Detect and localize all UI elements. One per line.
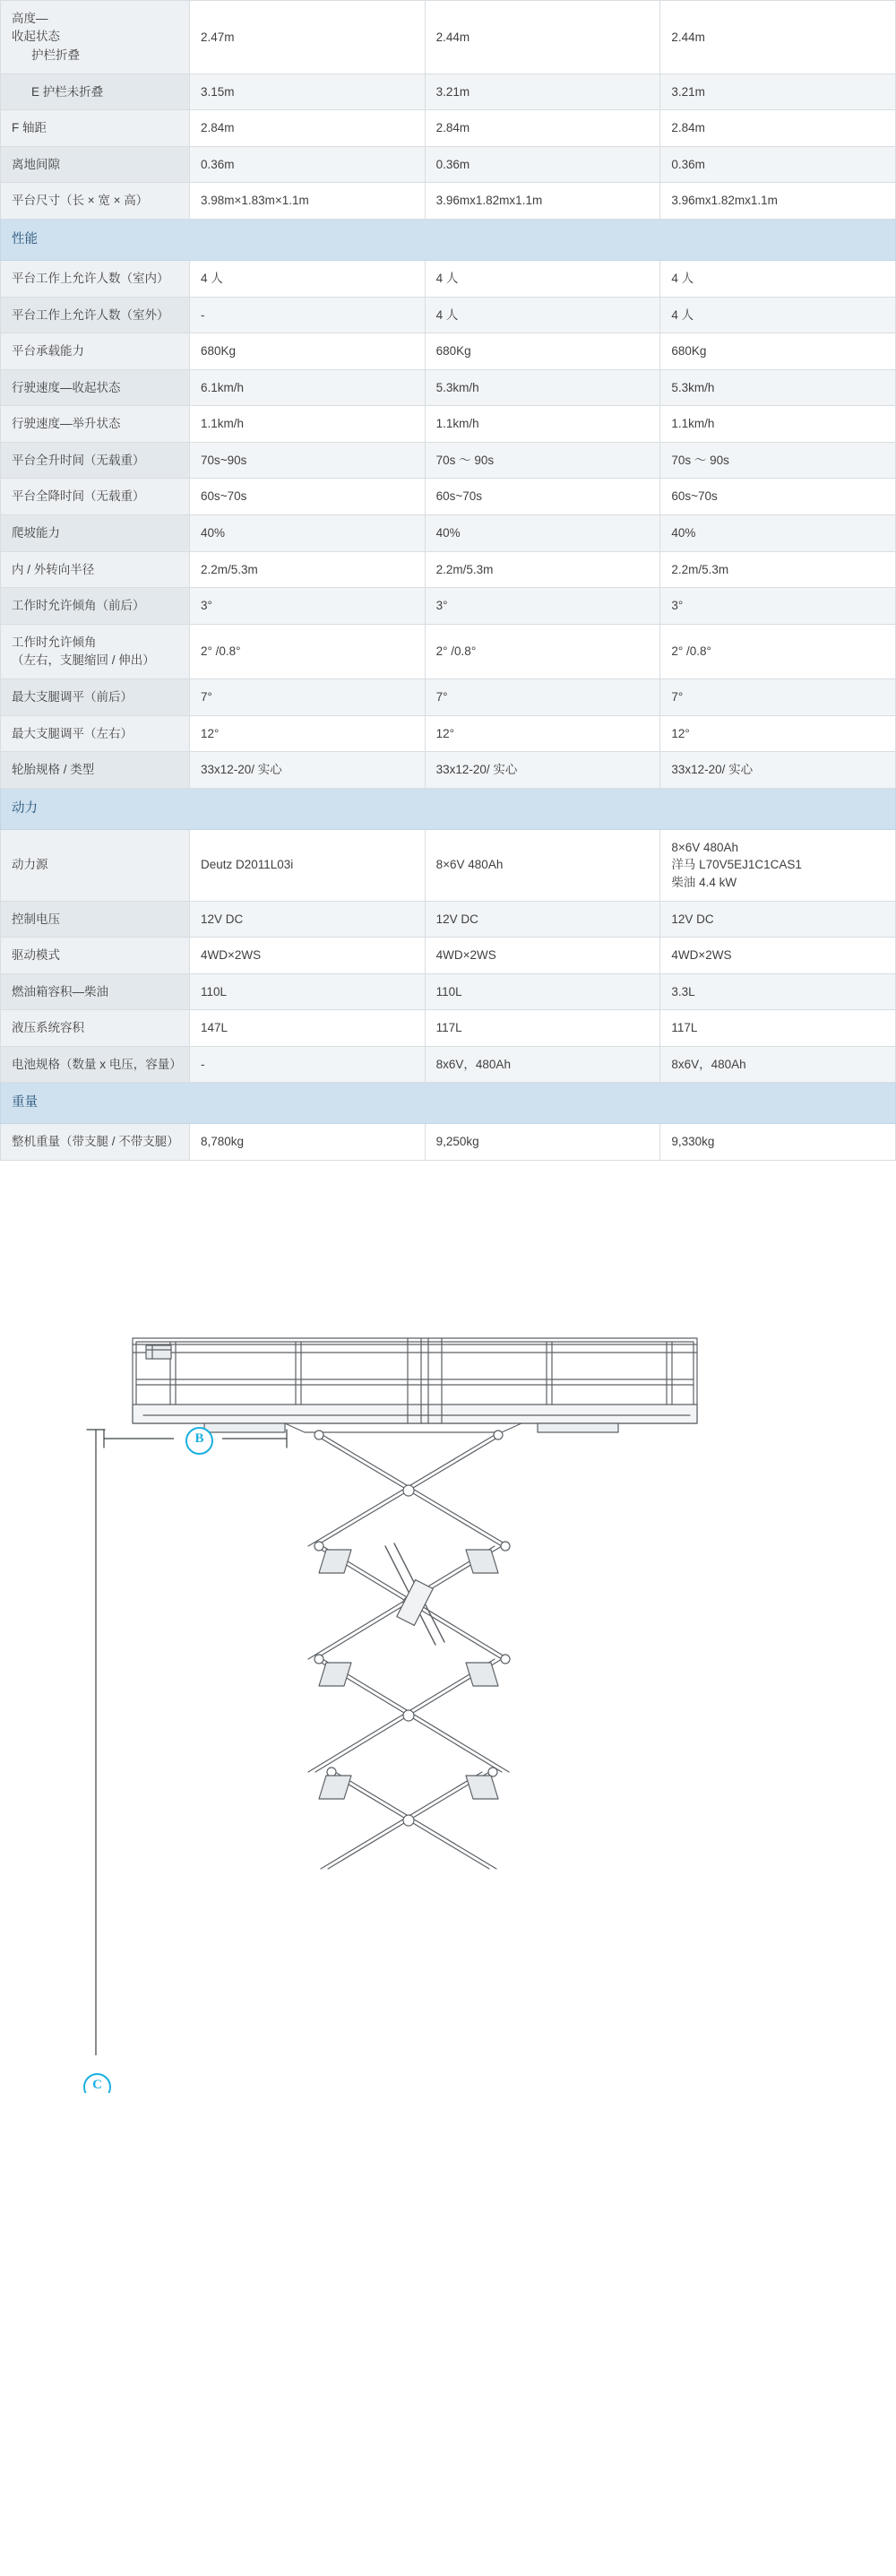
spec-row-value: 3.21m	[425, 73, 660, 110]
spec-row-value: 1.1km/h	[189, 406, 425, 443]
spec-row-label: 平台尺寸（长 × 宽 × 高）	[1, 183, 190, 220]
spec-row-value: 147L	[189, 1010, 425, 1047]
spec-row-value: 8×6V 480Ah 洋马 L70V5EJ1C1CAS1 柴油 4.4 kW	[660, 829, 896, 901]
spec-row-label	[1, 73, 190, 110]
spec-row-value: 0.36m	[660, 146, 896, 183]
spec-row-value: 33x12-20/ 实心	[189, 752, 425, 789]
spec-row-value: 1.1km/h	[425, 406, 660, 443]
spec-row-value: 60s~70s	[189, 479, 425, 515]
spec-row-label: 平台工作上允许人数（室内）	[1, 261, 190, 298]
dimension-badge-c: C	[83, 2073, 111, 2093]
spec-row-value: 3°	[660, 588, 896, 625]
table-row	[1, 479, 896, 515]
table-row	[1, 715, 896, 752]
table-row	[1, 146, 896, 183]
spec-row-value: 2° /0.8°	[660, 624, 896, 679]
table-row	[1, 369, 896, 406]
spec-row-label: 液压系统容积	[1, 1010, 190, 1047]
spec-row-value: 12V DC	[660, 901, 896, 938]
spec-row-label	[1, 1, 190, 74]
table-row	[1, 752, 896, 789]
specification-table	[0, 0, 896, 1161]
spec-row-value: 2.84m	[660, 110, 896, 147]
scissor-lift-drawing	[0, 1161, 896, 2093]
spec-row-value: 12°	[189, 715, 425, 752]
spec-row-label: 最大支腿调平（左右）	[1, 715, 190, 752]
spec-row-value: 4 人	[425, 261, 660, 298]
spec-section-header	[1, 220, 896, 261]
spec-row-value: 4 人	[660, 261, 896, 298]
spec-section-title: 重量	[1, 1083, 896, 1124]
table-row	[1, 901, 896, 938]
table-row	[1, 829, 896, 901]
spec-row-label: 平台全升时间（无载重）	[1, 442, 190, 479]
table-row	[1, 110, 896, 147]
spec-row-label: 整机重量（带支腿 / 不带支腿）	[1, 1124, 190, 1161]
table-row	[1, 73, 896, 110]
dimension-badge-b: B	[185, 1427, 213, 1455]
spec-row-value: 7°	[425, 679, 660, 716]
spec-section-title: 动力	[1, 788, 896, 829]
spec-row-label: 离地间隙	[1, 146, 190, 183]
spec-section-header	[1, 1083, 896, 1124]
spec-row-value: 2° /0.8°	[425, 624, 660, 679]
spec-row-value: 3.21m	[660, 73, 896, 110]
spec-row-value: 9,330kg	[660, 1124, 896, 1161]
spec-row-value: 3.3L	[660, 973, 896, 1010]
spec-row-label: 平台工作上允许人数（室外）	[1, 297, 190, 333]
table-row	[1, 261, 896, 298]
spec-row-value: 0.36m	[425, 146, 660, 183]
spec-row-label: 驱动模式	[1, 938, 190, 974]
spec-row-value: 6.1km/h	[189, 369, 425, 406]
spec-row-value: 70s~90s	[189, 442, 425, 479]
spec-row-label: 控制电压	[1, 901, 190, 938]
spec-row-value: 3°	[189, 588, 425, 625]
spec-row-label: 动力源	[1, 829, 190, 901]
spec-row-value: 2.84m	[425, 110, 660, 147]
table-row	[1, 333, 896, 370]
spec-row-label: 工作时允许倾角 （左右，支腿缩回 / 伸出）	[1, 624, 190, 679]
spec-row-value: 5.3km/h	[425, 369, 660, 406]
spec-row-value: 2.44m	[660, 1, 896, 74]
table-row	[1, 973, 896, 1010]
spec-row-value: 12V DC	[425, 901, 660, 938]
spec-row-label: 行驶速度—举升状态	[1, 406, 190, 443]
spec-row-value: 110L	[425, 973, 660, 1010]
spec-row-value: 70s ～ 90s	[660, 442, 896, 479]
spec-row-value: 4 人	[660, 297, 896, 333]
table-row	[1, 442, 896, 479]
spec-row-value: 3.98m×1.83m×1.1m	[189, 183, 425, 220]
table-row	[1, 514, 896, 551]
product-illustration	[0, 1161, 896, 2093]
table-row	[1, 183, 896, 220]
table-row	[1, 1010, 896, 1047]
spec-row-value: 680Kg	[660, 333, 896, 370]
spec-row-value: 33x12-20/ 实心	[425, 752, 660, 789]
spec-row-value: 12°	[660, 715, 896, 752]
specification-table-body	[1, 1, 896, 1161]
spec-section-title: 性能	[1, 220, 896, 261]
spec-row-value: 60s~70s	[425, 479, 660, 515]
spec-row-value: 9,250kg	[425, 1124, 660, 1161]
spec-row-value: 7°	[189, 679, 425, 716]
table-row	[1, 406, 896, 443]
table-row	[1, 1046, 896, 1083]
spec-row-label: 轮胎规格 / 类型	[1, 752, 190, 789]
spec-row-value: 117L	[660, 1010, 896, 1047]
spec-row-value: -	[189, 1046, 425, 1083]
spec-row-value: 2.2m/5.3m	[189, 551, 425, 588]
table-row	[1, 624, 896, 679]
spec-row-label: 最大支腿调平（前后）	[1, 679, 190, 716]
spec-row-value: 8×6V 480Ah	[425, 829, 660, 901]
spec-row-value: 2.47m	[189, 1, 425, 74]
spec-row-value: 7°	[660, 679, 896, 716]
spec-row-value: 4WD×2WS	[189, 938, 425, 974]
spec-row-label: 爬坡能力	[1, 514, 190, 551]
spec-row-value: 1.1km/h	[660, 406, 896, 443]
spec-row-label-sub: 护栏折叠	[31, 48, 80, 62]
spec-row-label: 电池规格（数量 x 电压，容量）	[1, 1046, 190, 1083]
spec-section-header	[1, 788, 896, 829]
spec-row-value: 110L	[189, 973, 425, 1010]
spec-row-value: 0.36m	[189, 146, 425, 183]
spec-row-value: 8x6V，480Ah	[425, 1046, 660, 1083]
spec-row-value: 4 人	[425, 297, 660, 333]
spec-row-label: 平台全降时间（无载重）	[1, 479, 190, 515]
spec-row-label: 行驶速度—收起状态	[1, 369, 190, 406]
table-row	[1, 1, 896, 74]
spec-row-value: 2.2m/5.3m	[660, 551, 896, 588]
spec-row-value: 12V DC	[189, 901, 425, 938]
spec-row-value: 3.96mx1.82mx1.1m	[425, 183, 660, 220]
spec-row-value: 40%	[189, 514, 425, 551]
spec-row-value: 12°	[425, 715, 660, 752]
spec-row-label: 燃油箱容积—柴油	[1, 973, 190, 1010]
spec-row-value: 2.2m/5.3m	[425, 551, 660, 588]
spec-row-value: 2.84m	[189, 110, 425, 147]
spec-row-label-sub: E 护栏未折叠	[31, 84, 104, 99]
table-row	[1, 297, 896, 333]
spec-row-value: 8,780kg	[189, 1124, 425, 1161]
spec-row-value: 40%	[425, 514, 660, 551]
spec-row-value: 2.44m	[425, 1, 660, 74]
spec-row-label: F 轴距	[1, 110, 190, 147]
spec-row-label: 平台承载能力	[1, 333, 190, 370]
spec-row-label: 内 / 外转向半径	[1, 551, 190, 588]
spec-row-value: 4WD×2WS	[660, 938, 896, 974]
spec-row-value: 4 人	[189, 261, 425, 298]
spec-row-value: 117L	[425, 1010, 660, 1047]
spec-row-value: 33x12-20/ 实心	[660, 752, 896, 789]
spec-row-value: 2° /0.8°	[189, 624, 425, 679]
spec-row-value: 60s~70s	[660, 479, 896, 515]
spec-row-value: 4WD×2WS	[425, 938, 660, 974]
spec-row-value: 3.15m	[189, 73, 425, 110]
spec-row-value: Deutz D2011L03i	[189, 829, 425, 901]
table-row	[1, 588, 896, 625]
spec-row-value: 40%	[660, 514, 896, 551]
spec-row-label-main: 高度— 收起状态	[12, 12, 60, 44]
spec-row-value: 680Kg	[189, 333, 425, 370]
spec-row-value: 5.3km/h	[660, 369, 896, 406]
table-row	[1, 551, 896, 588]
table-row	[1, 1124, 896, 1161]
spec-row-value: 3°	[425, 588, 660, 625]
table-row	[1, 679, 896, 716]
table-row	[1, 938, 896, 974]
spec-row-value: 70s ～ 90s	[425, 442, 660, 479]
spec-row-value: 680Kg	[425, 333, 660, 370]
spec-row-value: 8x6V，480Ah	[660, 1046, 896, 1083]
spec-row-value: -	[189, 297, 425, 333]
spec-row-label: 工作时允许倾角（前后）	[1, 588, 190, 625]
spec-row-value: 3.96mx1.82mx1.1m	[660, 183, 896, 220]
